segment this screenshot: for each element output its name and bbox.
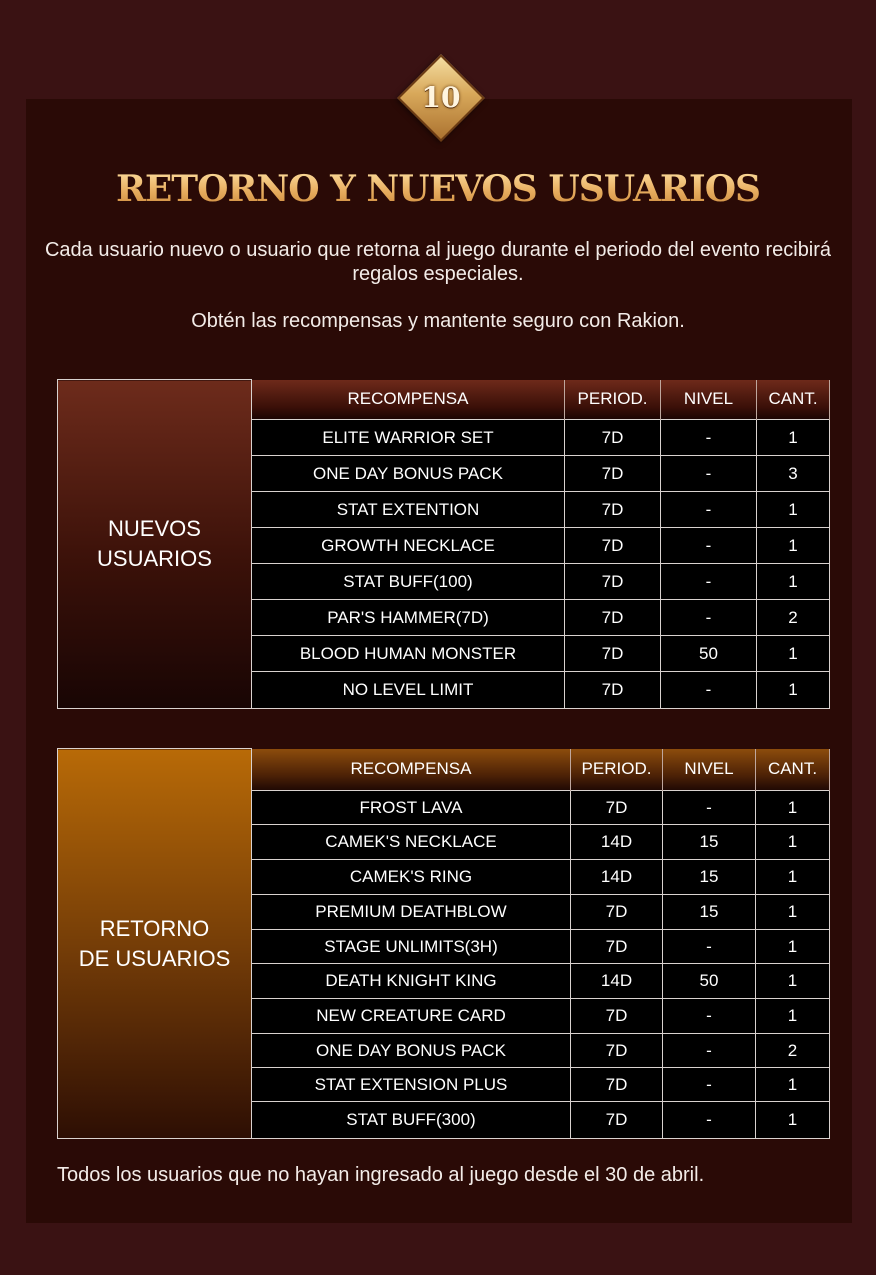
reward-qty: 1	[756, 1068, 830, 1102]
reward-period: 7D	[571, 1034, 663, 1068]
reward-level: -	[661, 672, 757, 709]
reward-name: PAR'S HAMMER(7D)	[252, 600, 565, 636]
reward-level: -	[661, 492, 757, 528]
reward-period: 7D	[571, 1102, 663, 1139]
reward-name: NEW CREATURE CARD	[252, 999, 571, 1034]
reward-name: FROST LAVA	[252, 791, 571, 825]
header-period: PERIOD.	[571, 749, 663, 791]
returning-users-rewards-table	[57, 748, 830, 1139]
reward-level: -	[663, 1068, 756, 1102]
reward-period: 7D	[565, 672, 661, 709]
new-users-label-line1: NUEVOS	[108, 516, 201, 541]
reward-level: -	[663, 791, 756, 825]
reward-name: PREMIUM DEATHBLOW	[252, 895, 571, 930]
reward-name: STAT BUFF(100)	[252, 564, 565, 600]
reward-level: -	[661, 528, 757, 564]
reward-name: ONE DAY BONUS PACK	[252, 1034, 571, 1068]
reward-qty: 1	[756, 825, 830, 860]
reward-period: 7D	[565, 600, 661, 636]
section-number: 10	[421, 81, 461, 114]
reward-level: 50	[661, 636, 757, 672]
reward-period: 14D	[571, 825, 663, 860]
reward-period: 14D	[571, 964, 663, 999]
reward-qty: 1	[756, 895, 830, 930]
reward-name: STAT EXTENTION	[252, 492, 565, 528]
reward-qty: 1	[756, 860, 830, 895]
reward-qty: 1	[756, 999, 830, 1034]
reward-period: 7D	[565, 492, 661, 528]
reward-name: NO LEVEL LIMIT	[252, 672, 565, 709]
new-users-rewards-table	[57, 379, 830, 709]
reward-name: BLOOD HUMAN MONSTER	[252, 636, 565, 672]
reward-qty: 2	[756, 1034, 830, 1068]
new-users-label-line2: USUARIOS	[97, 546, 212, 571]
reward-qty: 2	[757, 600, 830, 636]
header-period: PERIOD.	[565, 380, 661, 420]
reward-qty: 1	[756, 791, 830, 825]
reward-name: CAMEK'S RING	[252, 860, 571, 895]
reward-period: 7D	[571, 1068, 663, 1102]
reward-name: ELITE WARRIOR SET	[252, 420, 565, 456]
reward-period: 7D	[565, 528, 661, 564]
reward-qty: 1	[757, 564, 830, 600]
reward-qty: 1	[756, 964, 830, 999]
reward-level: 15	[663, 860, 756, 895]
reward-level: 15	[663, 895, 756, 930]
reward-name: CAMEK'S NECKLACE	[252, 825, 571, 860]
reward-level: 50	[663, 964, 756, 999]
reward-level: -	[661, 564, 757, 600]
reward-period: 7D	[565, 456, 661, 492]
reward-name: DEATH KNIGHT KING	[252, 964, 571, 999]
reward-qty: 1	[756, 930, 830, 964]
reward-period: 7D	[565, 636, 661, 672]
page-title: RETORNO Y NUEVOS USUARIOS	[0, 168, 876, 210]
reward-name: STAT BUFF(300)	[252, 1102, 571, 1139]
reward-level: -	[663, 999, 756, 1034]
reward-qty: 1	[756, 1102, 830, 1139]
header-level: NIVEL	[661, 380, 757, 420]
reward-name: GROWTH NECKLACE	[252, 528, 565, 564]
reward-level: -	[663, 930, 756, 964]
header-qty: CANT.	[756, 749, 830, 791]
reward-period: 7D	[571, 791, 663, 825]
reward-period: 14D	[571, 860, 663, 895]
returning-users-label	[58, 749, 252, 1139]
header-reward: RECOMPENSA	[252, 380, 565, 420]
returning-users-label-line2: DE USUARIOS	[78, 945, 231, 971]
reward-period: 7D	[565, 564, 661, 600]
reward-name: STAGE UNLIMITS(3H)	[252, 930, 571, 964]
new-users-label	[58, 380, 252, 709]
reward-qty: 1	[757, 492, 830, 528]
header-reward: RECOMPENSA	[252, 749, 571, 791]
returning-users-label-line1: RETORNO	[99, 915, 210, 941]
footer-note: Todos los usuarios que no hayan ingresado al juego desde el 30 de abril.	[57, 1164, 705, 1186]
reward-period: 7D	[571, 930, 663, 964]
reward-period: 7D	[565, 420, 661, 456]
reward-level: -	[661, 420, 757, 456]
reward-level: 15	[663, 825, 756, 860]
reward-qty: 1	[757, 420, 830, 456]
reward-qty: 1	[757, 636, 830, 672]
reward-qty: 1	[757, 672, 830, 709]
reward-level: -	[663, 1102, 756, 1139]
reward-level: -	[661, 600, 757, 636]
reward-name: STAT EXTENSION PLUS	[252, 1068, 571, 1102]
header-level: NIVEL	[663, 749, 756, 791]
intro-text: Cada usuario nuevo o usuario que retorna al juego durante el periodo del evento recibirá regalos especiales.	[44, 239, 832, 285]
intro-subtext: Obtén las recompensas y mantente seguro con Rakion.	[191, 310, 685, 332]
reward-qty: 3	[757, 456, 830, 492]
reward-period: 7D	[571, 895, 663, 930]
reward-level: -	[663, 1034, 756, 1068]
reward-name: ONE DAY BONUS PACK	[252, 456, 565, 492]
header-qty: CANT.	[757, 380, 830, 420]
reward-qty: 1	[757, 528, 830, 564]
reward-period: 7D	[571, 999, 663, 1034]
reward-level: -	[661, 456, 757, 492]
